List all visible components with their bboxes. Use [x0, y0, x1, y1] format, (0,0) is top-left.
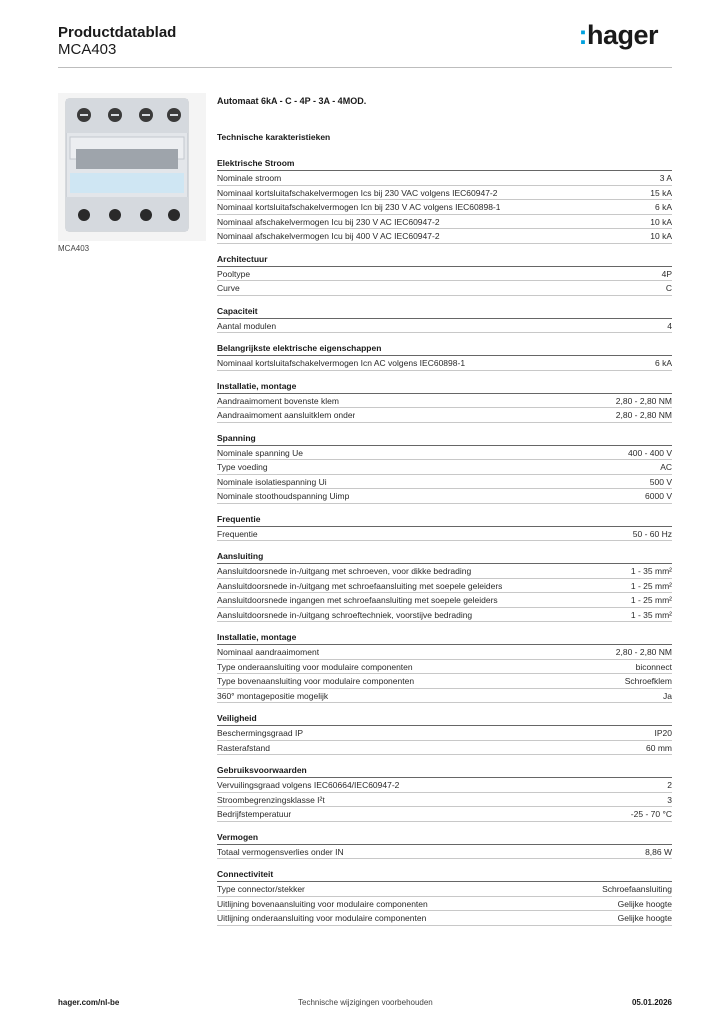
spec-row [217, 778, 672, 793]
spec-section [217, 379, 672, 423]
spec-value: 6 kA [654, 202, 672, 212]
spec-label: Pooltype [217, 268, 251, 279]
spec-value: 1 - 35 mm² [630, 566, 672, 576]
spec-value: Gelijke hoogte [617, 898, 672, 909]
spec-value: 1 - 25 mm² [630, 580, 672, 591]
spec-value: -25 - 70 °C [630, 809, 672, 819]
spec-row [217, 911, 672, 926]
spec-value: 500 V [649, 476, 672, 487]
spec-value: 10 kA [650, 231, 672, 241]
spec-label: 360° montagepositie mogelijk [217, 690, 329, 701]
spec-label: Nominaal kortsluitafschakelvermogen Ics bij 230 VAC volgens IEC60947-2 [217, 187, 498, 198]
spec-label: Aantal modulen [217, 320, 277, 331]
spec-row [217, 356, 672, 371]
spec-label: Aansluitdoorsnede in-/uitgang met schroefaansluiting met soepele geleiders [217, 580, 503, 591]
section-title: Aansluiting [217, 549, 672, 564]
spec-value: 2 [667, 780, 672, 790]
spec-row [217, 460, 672, 475]
spec-label: Uitlijning onderaansluiting voor modulaire componenten [217, 913, 427, 923]
spec-value: AC [660, 462, 672, 472]
spec-row [217, 319, 672, 334]
spec-row [217, 408, 672, 423]
spec-row [217, 660, 672, 675]
spec-label: Aandraaimoment aansluitklem onder [217, 410, 356, 420]
spec-row [217, 489, 672, 504]
spec-label: Aansluitdoorsnede in-/uitgang met schroeven, voor dikke bedrading [217, 566, 472, 576]
spec-label: Aansluitdoorsnede in-/uitgang schroeftechniek, voorstijve bedrading [217, 609, 473, 620]
spec-value: 15 kA [650, 187, 672, 198]
product-name: Automaat 6kA - C - 4P - 3A - 4MOD. [217, 96, 367, 106]
spec-label: Aandraaimoment bovenste klem [217, 395, 339, 406]
spec-content [217, 94, 672, 926]
spec-value: 60 mm [646, 742, 672, 753]
spec-label: Stroombegrenzingsklasse I²t [217, 794, 325, 805]
spec-value: Ja [663, 690, 672, 701]
footer-notice: Technische wijzigingen voorbehouden [298, 998, 433, 1007]
spec-value: 4P [661, 268, 672, 279]
spec-row [217, 608, 672, 623]
spec-value: 6000 V [645, 491, 672, 501]
spec-row [217, 446, 672, 461]
spec-row [217, 845, 672, 860]
spec-row [217, 897, 672, 912]
spec-section [217, 512, 672, 542]
spec-label: Nominaal afschakelvermogen Icu bij 400 V AC IEC60947-2 [217, 231, 440, 241]
spec-row [217, 726, 672, 741]
section-title: Elektrische Stroom [217, 156, 672, 171]
product-image-caption: MCA403 [58, 244, 90, 253]
spec-value: 4 [667, 320, 672, 331]
spec-label: Bedrijfstemperatuur [217, 809, 292, 819]
spec-label: Nominaal kortsluitafschakelvermogen Icn bij 230 V AC volgens IEC60898-1 [217, 202, 501, 212]
spec-row [217, 267, 672, 282]
spec-section [217, 304, 672, 334]
spec-value: biconnect [635, 661, 672, 672]
spec-section [217, 156, 672, 244]
spec-value: 8,86 W [645, 846, 672, 857]
spec-row [217, 882, 672, 897]
spec-value: 1 - 35 mm² [630, 609, 672, 620]
spec-section [217, 252, 672, 296]
spec-row [217, 186, 672, 201]
spec-section [217, 711, 672, 755]
spec-label: Curve [217, 283, 240, 293]
spec-label: Aansluitdoorsnede ingangen met schroefaansluiting met soepele geleiders [217, 595, 498, 605]
spec-label: Type onderaansluiting voor modulaire componenten [217, 661, 413, 672]
spec-value: Gelijke hoogte [617, 913, 672, 923]
section-title: Veiligheid [217, 711, 672, 726]
spec-row [217, 200, 672, 215]
spec-label: Type voeding [217, 462, 268, 472]
spec-section [217, 867, 672, 926]
spec-sections [217, 156, 672, 926]
section-title: Installatie, montage [217, 379, 672, 394]
spec-value: 1 - 25 mm² [630, 595, 672, 605]
spec-label: Vervuilingsgraad volgens IEC60664/IEC60947-2 [217, 780, 400, 790]
spec-row [217, 394, 672, 409]
spec-value: 2,80 - 2,80 NM [615, 410, 672, 420]
spec-label: Type bovenaansluiting voor modulaire componenten [217, 676, 415, 686]
spec-row [217, 674, 672, 689]
spec-label: Nominale stroom [217, 173, 282, 183]
spec-row [217, 741, 672, 756]
spec-value: 3 [667, 794, 672, 805]
hager-logo: :hager [578, 20, 658, 50]
spec-value: IP20 [654, 728, 672, 738]
spec-label: Nominaal kortsluitafschakelvermogen Icn AC volgens IEC60898-1 [217, 358, 466, 368]
spec-section [217, 431, 672, 504]
section-title: Installatie, montage [217, 630, 672, 645]
spec-value: 10 kA [650, 216, 672, 227]
spec-section [217, 763, 672, 822]
section-title: Connectiviteit [217, 867, 672, 882]
section-title: Vermogen [217, 830, 672, 845]
spec-row [217, 281, 672, 296]
spec-section [217, 341, 672, 371]
spec-label: Nominale spanning Ue [217, 447, 303, 458]
spec-label: Frequentie [217, 528, 258, 539]
spec-value: Schroefaansluiting [602, 884, 672, 894]
spec-value: 2,80 - 2,80 NM [615, 395, 672, 406]
spec-label: Rasterafstand [217, 742, 270, 753]
spec-value: 50 - 60 Hz [632, 528, 672, 539]
spec-value: 400 - 400 V [628, 447, 672, 458]
section-title: Architectuur [217, 252, 672, 267]
spec-row [217, 793, 672, 808]
document-title: Productdatablad [58, 24, 177, 41]
spec-label: Nominaal afschakelvermogen Icu bij 230 V AC IEC60947-2 [217, 216, 440, 227]
spec-value: C [665, 283, 672, 293]
spec-label: Beschermingsgraad IP [217, 728, 303, 738]
section-title: Gebruiksvoorwaarden [217, 763, 672, 778]
spec-section [217, 830, 672, 860]
spec-label: Type connector/stekker [217, 884, 305, 894]
spec-label: Uitlijning bovenaansluiting voor modulaire componenten [217, 898, 428, 909]
spec-label: Nominaal aandraaimoment [217, 647, 320, 657]
spec-row [217, 229, 672, 244]
spec-row [217, 527, 672, 542]
footer-website[interactable]: hager.com/nl-be [58, 998, 120, 1007]
page-header [58, 20, 672, 68]
spec-label: Nominale isolatiespanning Ui [217, 476, 327, 487]
spec-section [217, 549, 672, 622]
section-title: Spanning [217, 431, 672, 446]
spec-row [217, 645, 672, 660]
spec-value: 2,80 - 2,80 NM [615, 647, 672, 657]
spec-value: 6 kA [654, 358, 672, 368]
spec-row [217, 593, 672, 608]
spec-value: 3 A [659, 173, 672, 183]
section-title: Belangrijkste elektrische eigenschappen [217, 341, 672, 356]
section-title: Frequentie [217, 512, 672, 527]
spec-row [217, 579, 672, 594]
footer-date: 05.01.2026 [631, 998, 672, 1007]
section-title: Capaciteit [217, 304, 672, 319]
technical-characteristics-heading: Technische karakteristieken [217, 132, 331, 142]
spec-label: Nominale stoothoudspanning Uimp [217, 491, 350, 501]
spec-row [217, 564, 672, 579]
spec-value: Schroefklem [624, 676, 672, 686]
spec-row [217, 807, 672, 822]
product-image [58, 93, 206, 241]
product-reference: MCA403 [58, 41, 117, 58]
spec-row [217, 689, 672, 704]
spec-row [217, 475, 672, 490]
spec-section [217, 630, 672, 703]
spec-row [217, 171, 672, 186]
spec-label: Totaal vermogensverlies onder IN [217, 846, 344, 857]
spec-row [217, 215, 672, 230]
